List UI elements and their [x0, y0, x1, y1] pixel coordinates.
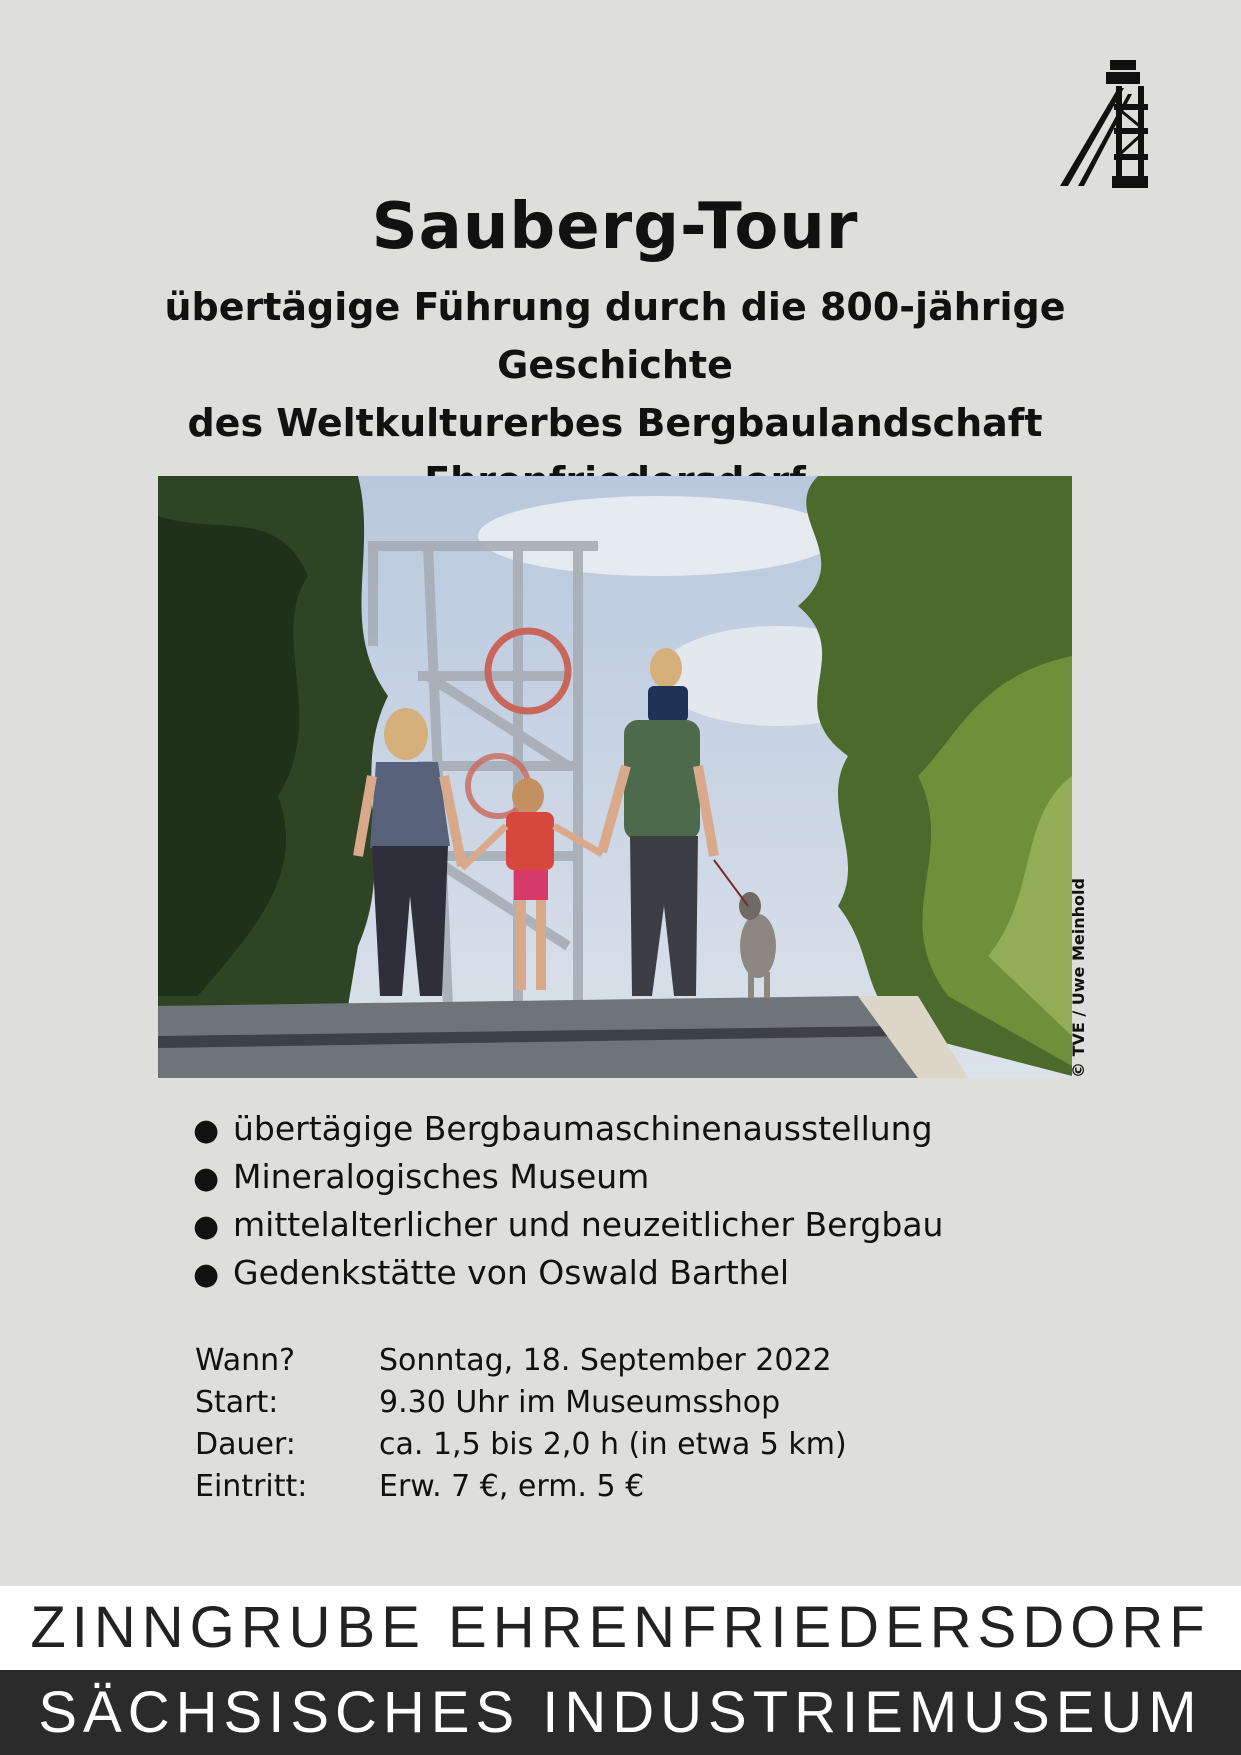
detail-row	[195, 1340, 847, 1382]
feature-text: übertägige Bergbaumaschinenausstellung	[233, 1109, 933, 1148]
list-item	[193, 1153, 943, 1201]
list-item	[193, 1249, 943, 1297]
detail-label: Eintritt:	[195, 1469, 308, 1504]
list-item	[193, 1201, 943, 1249]
bullet-icon: ●	[193, 1161, 220, 1196]
bullet-icon: ●	[193, 1113, 220, 1148]
bullet-icon: ●	[193, 1257, 220, 1292]
feature-list	[193, 1105, 943, 1297]
feature-text: Gedenkstätte von Oswald Barthel	[233, 1253, 790, 1292]
bullet-icon: ●	[193, 1209, 220, 1244]
detail-label: Wann?	[195, 1343, 296, 1378]
detail-value: 9.30 Uhr im Museumsshop	[379, 1385, 781, 1420]
detail-value: Erw. 7 €, erm. 5 €	[379, 1469, 645, 1504]
subtitle-line: übertägige Führung durch die 800-jährige Geschichte	[164, 285, 1066, 387]
page-title: Sauberg-Tour	[371, 190, 859, 264]
event-details	[195, 1340, 847, 1508]
detail-value: ca. 1,5 bis 2,0 h (in etwa 5 km)	[379, 1427, 847, 1462]
feature-text: mittelalterlicher und neuzeitlicher Bergbau	[233, 1205, 944, 1244]
detail-label: Start:	[195, 1385, 279, 1420]
detail-label: Dauer:	[195, 1427, 296, 1462]
detail-row	[195, 1382, 847, 1424]
footer-brand-line: ZINNGRUBE EHRENFRIEDERSDORF	[0, 1586, 1241, 1670]
photo-credit: © TVE / Uwe Meinhold	[1069, 878, 1088, 1078]
detail-row	[195, 1466, 847, 1508]
list-item	[193, 1105, 943, 1153]
headframe-icon	[1058, 58, 1158, 190]
subtitle-line: des Weltkulturerbes Bergbaulandschaft	[187, 401, 1043, 445]
detail-row	[195, 1424, 847, 1466]
feature-text: Mineralogisches Museum	[233, 1157, 650, 1196]
hero-photo	[158, 476, 1072, 1078]
footer-museum-line: SÄCHSISCHES INDUSTRIEMUSEUM	[0, 1670, 1241, 1755]
detail-value: Sonntag, 18. September 2022	[379, 1343, 832, 1378]
